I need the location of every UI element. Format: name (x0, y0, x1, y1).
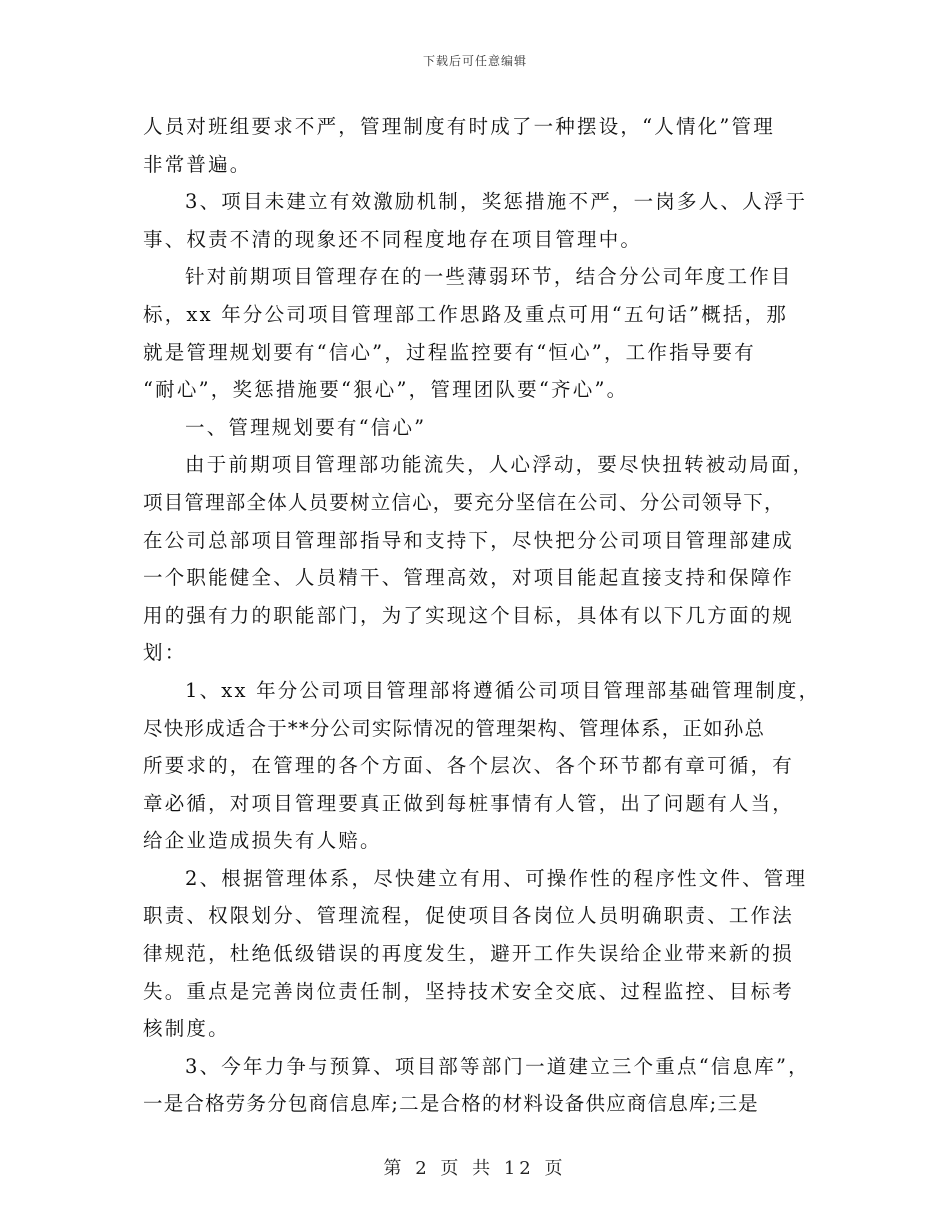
text-line: “耐心”，奖惩措施要“狠心”，管理团队要“齐心”。 (143, 378, 629, 402)
text-line: 失。重点是完善岗位责任制，坚持技术安全交底、过程监控、目标考 (143, 979, 795, 1003)
page-number-footer: 第 2 页 共 12 页 (383, 1158, 567, 1179)
text-line: 给企业造成损失有人赔。 (143, 829, 382, 853)
text-line: 核制度。 (143, 1017, 230, 1041)
text-line: 由于前期项目管理部功能流失，人心浮动，要尽快扭转被动局面， (185, 453, 815, 477)
document-body (143, 108, 821, 1123)
text-line: 2、根据管理体系，尽快建立有用、可操作性的程序性文件、管理 (185, 866, 808, 890)
text-line: 划： (143, 641, 187, 665)
text-line: 项目管理部全体人员要树立信心，要充分坚信在公司、分公司领导下， (143, 490, 785, 514)
page-header: 下载后可任意编辑 (422, 54, 527, 68)
text-line: 1、xx 年分公司项目管理部将遵循公司项目管理部基础管理制度， (185, 678, 821, 702)
text-line: 事、权责不清的现象还不同程度地存在项目管理中。 (143, 227, 643, 251)
text-line: 尽快形成适合于**分公司实际情况的管理架构、管理体系，正如孙总 (143, 716, 766, 740)
text-line: 人员对班组要求不严，管理制度有时成了一种摆设，“人情化”管理 (143, 115, 775, 138)
text-line: 所要求的，在管理的各个方面、各个层次、各个环节都有章可循，有 (143, 754, 795, 778)
text-line: 非常普遍。 (143, 152, 252, 176)
text-line: 章必循，对项目管理要真正做到每桩事情有人管，出了问题有人当， (143, 791, 795, 815)
text-line: 用的强有力的职能部门，为了实现这个目标，具体有以下几方面的规 (143, 603, 795, 627)
text-line: 3、今年力争与预算、项目部等部门一道建立三个重点“信息库”， (185, 1054, 810, 1078)
text-line: 标，xx 年分公司项目管理部工作思路及重点可用“五句话”概括，那 (143, 302, 789, 326)
text-line: 针对前期项目管理存在的一些薄弱环节，结合分公司年度工作目 (185, 265, 793, 289)
text-line: 一是合格劳务分包商信息库;二是合格的材料设备供应商信息库;三是 (143, 1092, 759, 1116)
text-line: 职责、权限划分、管理流程，促使项目各岗位人员明确职责、工作法 (143, 904, 795, 928)
text-line: 律规范，杜绝低级错误的再度发生，避开工作失误给企业带来新的损 (143, 942, 795, 966)
text-line: 一个职能健全、人员精干、管理高效，对项目能起直接支持和保障作 (143, 566, 795, 590)
text-line: 在公司总部项目管理部指导和支持下，尽快把分公司项目管理部建成 (143, 528, 795, 552)
text-line: 3、项目未建立有效激励机制，奖惩措施不严，一岗多人、人浮于 (185, 190, 808, 214)
section-heading: 一、管理规划要有“信心” (185, 415, 427, 439)
text-line: 就是管理规划要有“信心”，过程监控要有“恒心”，工作指导要有 (143, 340, 756, 364)
